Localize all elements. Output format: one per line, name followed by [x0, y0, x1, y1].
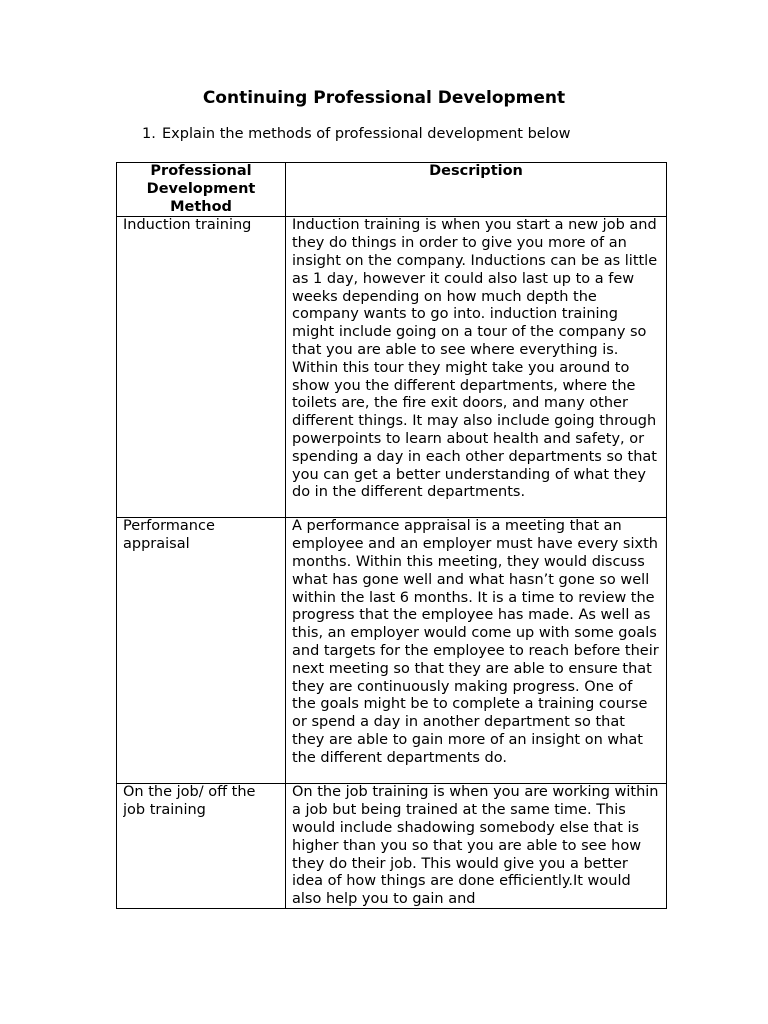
question: [142, 124, 570, 144]
question-number: 1.: [142, 126, 156, 142]
development-methods-table: [116, 162, 667, 909]
question-text: Explain the methods of professional development below: [162, 126, 571, 142]
header-description: Description: [286, 163, 667, 217]
method-cell: [117, 784, 286, 909]
table-header-row: [117, 163, 667, 217]
description-cell: Induction training is when you start a new job and they do things in order to give you more of an insight on the company. Inductions can be as little as 1 day, however it could also last up to a few weeks depending on how much depth the company wants to go into. induction training might include going on a tour of the company so that you are able to see where everything is. Within this tour they might take you around to show you the different departments, where the toilets are, the fire exit doors, and many other different things. It may also include going through powerpoints to learn about health and safety, or spending a day in each other departments so that you can get a better understanding of what they do in the different departments.: [286, 217, 667, 518]
table-row: [117, 217, 667, 518]
method-text: On the job/ off the job training: [123, 784, 256, 819]
page-title: Continuing Professional Development: [202, 88, 566, 108]
method-cell: Induction training: [117, 217, 286, 518]
header-method: Professional Development Method: [117, 163, 286, 217]
description-cell: [286, 784, 667, 909]
table-row: [117, 518, 667, 784]
description-text: On the job training is when you are working within a job but being trained at the same time. This would include shadowing somebody else that is higher than you so that you are able to see how they do their job. This would give you a better idea of how things are done efficiently.It would also help you to gain and: [292, 784, 659, 908]
description-cell: A performance appraisal is a meeting that an employee and an employer must have every sixth months. Within this meeting, they would discuss what has gone well and what hasn’t gone so well within the last 6 months. It is a time to review the progress that the employee has made. As well as this, an employer would come up with some goals and targets for the employee to reach before their next meeting so that they are able to ensure that they are continuously making progress. One of the goals might be to complete a training course or spend a day in another department so that they are able to gain more of an insight on what the different departments do.: [286, 518, 667, 784]
method-cell: Performance appraisal: [117, 518, 286, 784]
table-row: [117, 784, 667, 909]
